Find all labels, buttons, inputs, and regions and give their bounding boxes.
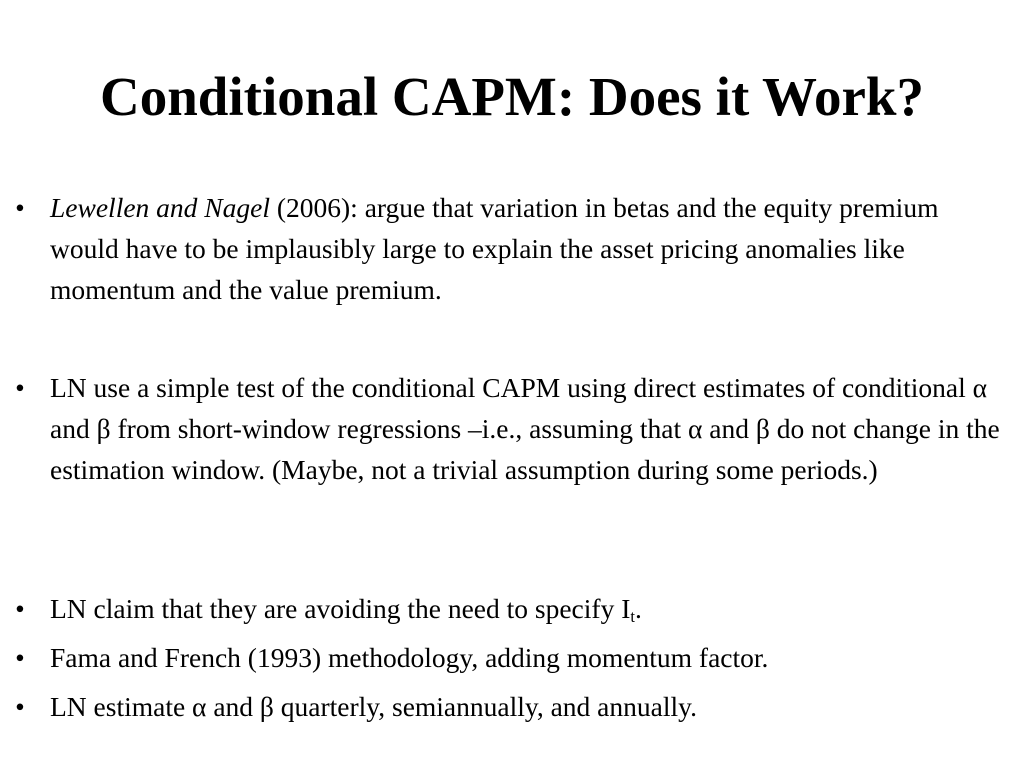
bullet-text: (2006): argue that variation in betas and the equity premium would have to be implausibly large to explain the asset pricing anomalies like momentum and the value premium.	[50, 192, 939, 305]
bullet-text: LN use a simple test of the conditional CAPM using direct estimates of conditional α and β from short-window regressions –i.e., assuming that α and β do not change in the estimation window. (Maybe, not a trivial assumption during some periods.)	[50, 372, 1000, 485]
citation-authors: Lewellen and Nagel	[50, 192, 270, 223]
bullet-trailing-punctuation: .	[634, 593, 642, 624]
bullet-text: Fama and French (1993) methodology, adding momentum factor.	[50, 642, 769, 673]
bullet-text: LN estimate α and β quarterly, semiannually, and annually.	[50, 691, 697, 722]
bullet-item-lewellen-nagel	[15, 187, 1005, 310]
bullet-icon: •	[15, 593, 25, 624]
bullet-icon: •	[15, 691, 25, 722]
slide-title: Conditional CAPM: Does it Work?	[99, 66, 924, 127]
bullet-item-fama-french	[15, 637, 1005, 678]
bullet-item-ln-estimate	[15, 686, 1005, 727]
bullet-item-ln-simple-test	[15, 367, 1005, 490]
bullet-subscript: t	[630, 607, 635, 627]
bullet-item-ln-claim	[15, 588, 1005, 629]
bullet-icon: •	[15, 642, 25, 673]
bullet-text: LN claim that they are avoiding the need to specify I	[50, 593, 631, 624]
bullet-icon: •	[15, 192, 25, 223]
bullet-icon: •	[15, 372, 25, 403]
